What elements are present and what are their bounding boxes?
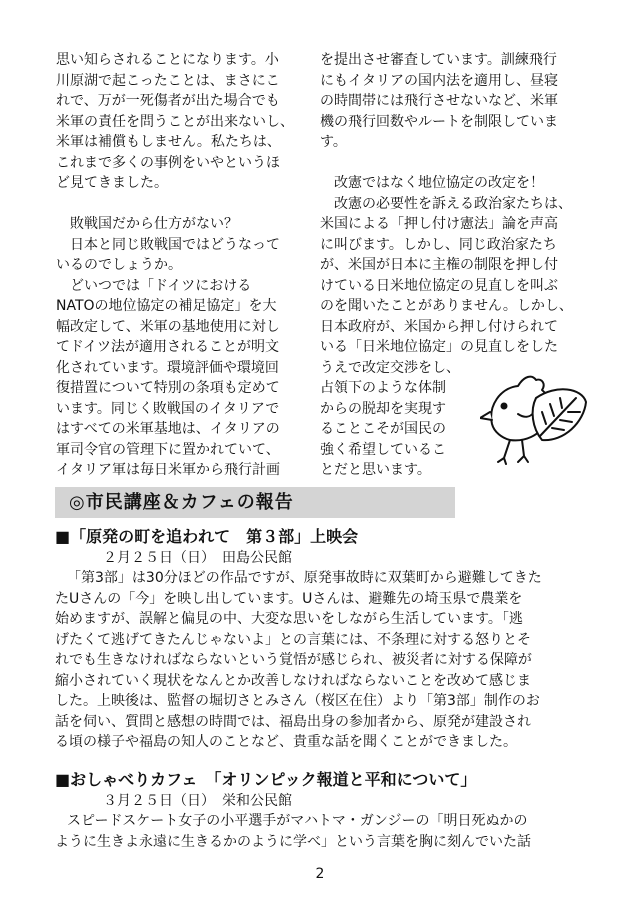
- text-line: ど見てきました。: [56, 175, 168, 191]
- text-line: 米軍は補償もしません。私たちは、: [56, 134, 281, 150]
- event-cafe: [55, 770, 595, 852]
- left-para-1: [56, 50, 316, 194]
- text-line: 川原湖で起こったことは、まさにこ: [56, 72, 280, 89]
- bird-mascot-illustration: [480, 366, 590, 466]
- subheading-defeated-nation: 敗戦国だから仕方がない？: [70, 216, 238, 232]
- text-line: が、米国が日本に主権の制限を押し付: [320, 257, 558, 273]
- text-line: ることこそが国民の: [320, 421, 446, 437]
- text-line: からの脱却を実現す: [320, 400, 446, 417]
- text-line: 縮小されていく現状をなんとか改善しなければならないことを改めて感じま: [55, 672, 531, 689]
- text-line: はすべての米軍基地は、イタリアの: [56, 421, 280, 437]
- event-date-venue: ２月２５日（日） 田島公民館: [103, 549, 292, 566]
- text-line: 占領下のような体制: [320, 380, 446, 396]
- text-line: います。同じく敗戦国のイタリアで: [56, 400, 280, 417]
- text-line: これまで多くの事例をいやというほ: [56, 154, 280, 171]
- text-line: 思い知らされることになります。小: [56, 52, 279, 68]
- text-line: けている日米地位協定の見直しを叫ぶ: [320, 277, 558, 294]
- right-para-1: [320, 50, 586, 153]
- text-line: 復措置について特別の条項も定めて: [56, 380, 280, 396]
- text-line: れでも生きなければならないという覚悟が感じられ、被災者に対する保障が: [55, 652, 532, 668]
- text-line: NATOの地位協定の補足協定」を大: [56, 298, 277, 314]
- text-line: いる「日米地位協定」の見直しをした: [320, 339, 558, 355]
- text-line: 軍司令官の管理下に置かれていて、: [56, 441, 280, 458]
- text-line: 機の飛行回数やルートを制限していま: [320, 113, 558, 130]
- text-line: した。上映後は、監督の堀切さとみさん（桜区在住）より「第3部」制作のお: [55, 693, 540, 709]
- section-header: ◎市民講座＆カフェの報告: [55, 487, 455, 518]
- text-line: 「第3部」は30分ほどの作品ですが、原発事故時に双葉町から避難してきた: [67, 570, 542, 586]
- subheading-revise-sofa: 改憲ではなく地位協定の改定を！: [334, 175, 544, 191]
- right-para-2: [320, 194, 586, 358]
- text-line: 化されています。環境評価や環境回: [56, 359, 279, 376]
- text-line: 始めますが、誤解と偏見の中、大変な思いをしながら生活しています。「逃: [55, 611, 523, 627]
- text-line: とだと思います。: [320, 462, 431, 478]
- text-line: てドイツ法が適用されることが明文: [56, 339, 280, 355]
- text-line: を提出させ審査しています。訓練飛行: [320, 52, 557, 68]
- event-date-venue: ３月２５日（日） 栄和公民館: [103, 792, 292, 809]
- text-line: イタリア軍は毎日米軍から飛行計画: [56, 462, 280, 478]
- page-number: 2: [315, 866, 325, 882]
- event-title: ■おしゃべりカフェ 「オリンピック報道と平和について」: [55, 770, 477, 789]
- text-line: に叫びます。しかし、同じ政治家たち: [320, 236, 557, 253]
- text-line: れで、万が一死傷者が出た場合でも: [56, 93, 280, 109]
- text-line: ように生きよ永遠に生きるかのように学べ」という言葉を胸に刻んでいた話: [55, 833, 531, 850]
- text-line: いるのでしょうか。: [56, 257, 182, 273]
- text-line: うえで改定交渉をし、: [320, 359, 460, 376]
- text-line: たUさんの「今」を映し出しています。Uさんは、避難先の埼玉県で農業を: [55, 590, 523, 607]
- text-line: スピードスケート女子の小平選手がマハトマ・ガンジーの「明日死ぬかの: [67, 813, 528, 829]
- text-line: 日本と同じ敗戦国ではどうなって: [70, 236, 280, 253]
- text-line: る頃の様子や福島の知人のことなど、貴重な話を聞くことができました。: [55, 734, 517, 750]
- text-line: 強く希望しているこ: [320, 441, 446, 458]
- text-line: 米軍の責任を問うことが出来ないし、: [56, 113, 294, 130]
- text-line: 改憲の必要性を訴える政治家たちは、: [334, 195, 572, 212]
- text-line: 幅改定して、米軍の基地使用に対し: [56, 318, 280, 335]
- bird-eye: [501, 403, 508, 410]
- text-line: 米国による「押し付け憲法」論を声高: [320, 216, 558, 232]
- text-line: 話を伺い、質問と感想の時間では、福島出身の参加者から、原発が建設され: [55, 713, 531, 730]
- text-line: にもイタリアの国内法を適用し、昼寝: [320, 72, 558, 89]
- left-para-2: [56, 235, 316, 481]
- text-line: どいつでは「ドイツにおける: [70, 277, 252, 294]
- left-column: [56, 50, 316, 481]
- text-line: す。: [320, 134, 347, 150]
- text-line: の時間帯には飛行させないなど、米軍: [320, 93, 558, 109]
- text-line: げたくて逃げてきたんじゃないよ」との言葉には、不条理に対する怒りとそ: [55, 631, 531, 648]
- event-title: ■「原発の町を追われて 第３部」上映会: [55, 527, 359, 546]
- event-screening: [55, 527, 595, 753]
- text-line: 日本政府が、米国から押し付けられて: [320, 318, 558, 335]
- right-para-3: [320, 358, 470, 481]
- text-line: のを聞いたことがありません。しかし、: [320, 298, 573, 314]
